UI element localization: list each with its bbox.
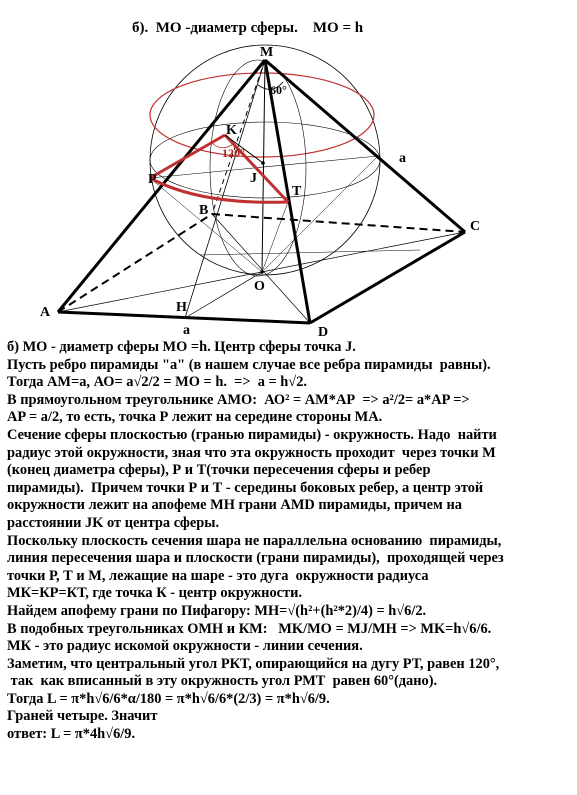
text-line: так как вписанный в эту окружность угол РМТ равен 60°(дано).: [7, 673, 438, 690]
height-MO: [262, 60, 265, 272]
text-line: радиус этой окружности, зная что эта окружность проходит через точки М: [7, 444, 496, 461]
text-line: б) МО - диаметр сферы МО =h. Центр сферы точка J.: [7, 339, 356, 355]
edge-MA: [58, 60, 265, 312]
label-P: P: [148, 172, 157, 187]
text-line: ответ: L = π*4h√6/9.: [7, 726, 136, 743]
label-A: A: [40, 305, 51, 320]
label-H: H: [176, 300, 187, 315]
construction-line-2: [200, 250, 420, 255]
point-O: [260, 270, 264, 274]
edge-MC: [265, 60, 465, 232]
text-line: пирамиды). Причем точки Р и Т - середины боковых ребер, а центр этой: [7, 479, 484, 496]
text-line: Заметим, что центральный угол РКТ, опирающийся на дугу РТ, равен 120°,: [7, 655, 500, 672]
label-C: C: [470, 219, 481, 234]
text-line: Тогда АМ=а, АО= а√2/2 = МО = h. => a = h√2.: [7, 374, 307, 391]
label-O: O: [254, 279, 265, 294]
text-line: (конец диаметра сферы), Р и Т(точки пересечения сферы и ребер: [7, 462, 431, 479]
text-line: В прямоугольном треугольнике АМО: АО² = АМ*АР => a²/2= a*AP =>: [7, 391, 470, 408]
text-line: окружности лежит на апофеме МН грани АМD пирамиды, причем на: [7, 497, 462, 514]
text-line: Сечение сферы плоскостью (гранью пирамиды) - окружность. Надо найти: [7, 426, 497, 443]
edge-MD: [265, 60, 310, 323]
edge-BC: [212, 214, 465, 232]
label-angle-120: 120°: [222, 146, 245, 160]
text-line: МК - это радиус искомой окружности - линии сечения.: [7, 638, 363, 655]
segment-OH: [185, 272, 262, 318]
edge-AB: [58, 214, 212, 312]
solution-text: [7, 339, 573, 744]
construction-line-5: [262, 156, 378, 272]
text-line: Тогда L = π*h√6/6*α/180 = π*h√6/6*(2/3) = π*h√6/9.: [7, 690, 330, 707]
label-a-bottom: a: [183, 323, 190, 338]
label-M: M: [260, 45, 274, 60]
text-line: AP = a/2, то есть, точка Р лежит на середине стороны МА.: [7, 409, 383, 426]
label-K: K: [226, 123, 237, 138]
text-line: Найдем апофему грани по Пифагору: МН=√(h²+(h²*2)/4) = h√6/2.: [7, 602, 427, 619]
edge-DC: [310, 232, 465, 323]
construction-line-3: [150, 178, 262, 272]
point-J: [261, 161, 265, 165]
label-J: J: [250, 171, 257, 186]
label-angle-60: 60°: [270, 83, 287, 97]
text-line: точки Р, Т и М, лежащие на шаре - это дуга окружности радиуса: [7, 567, 429, 584]
text-line: Пусть ребро пирамиды "a" (в нашем случае все ребра пирамиды равны).: [7, 356, 491, 373]
text-line: линия пересечения шара и плоскости (грани пирамиды), проходящей через: [7, 550, 504, 567]
label-D: D: [318, 325, 329, 340]
label-B: B: [199, 203, 209, 218]
page-title: б). МО -диаметр сферы. МО = h: [132, 20, 364, 36]
text-line: Поскольку плоскость сечения шара не параллельна основанию пирамиды,: [7, 532, 502, 549]
text-line: В подобных треугольниках ОМН и КМ: MK/MO = MJ/MH => MK=h√6/6.: [7, 620, 492, 637]
construction-line-4: [262, 202, 288, 272]
text-line: Граней четыре. Значит: [7, 708, 158, 725]
text-line: МК=КР=КТ, где точка К - центр окружности.: [7, 585, 303, 602]
text-line: расстоянии JK от центра сферы.: [7, 514, 220, 531]
section-circle: [150, 73, 374, 157]
label-T: T: [292, 184, 302, 199]
label-a-right: a: [399, 151, 406, 166]
pyramid-sphere-figure: [0, 0, 577, 340]
